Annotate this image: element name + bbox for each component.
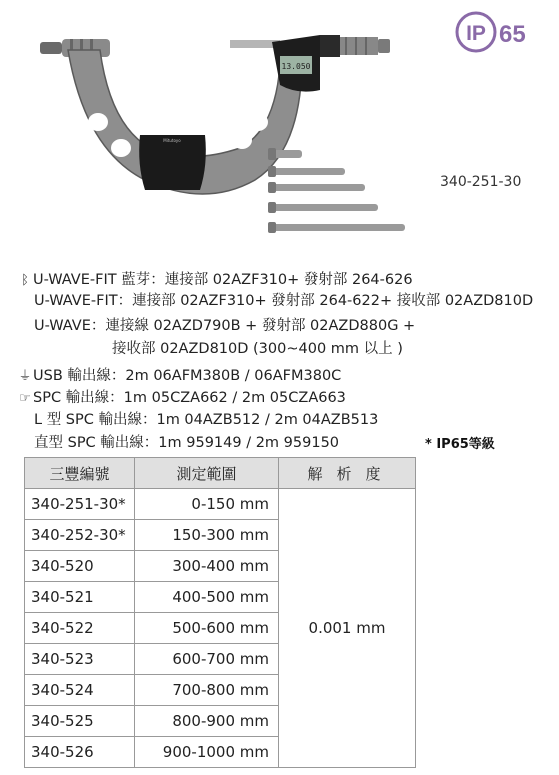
uwave-fit-line: U-WAVE-FIT：連接部 02AZF310+ 發射部 264-622+ 接收部 02AZD810D	[34, 293, 534, 309]
measuring-range: 300-400 mm	[135, 551, 279, 582]
table-row	[25, 489, 416, 520]
ip-label: IP	[466, 22, 486, 45]
measuring-range: 400-500 mm	[135, 582, 279, 613]
model-code: 340-525	[25, 706, 135, 737]
usb-line	[17, 366, 341, 387]
header-range: 測定範圍	[135, 458, 279, 489]
micrometer-image	[40, 30, 420, 240]
model-code: 340-526	[25, 737, 135, 768]
model-caption: 340-251-30	[440, 174, 522, 190]
model-code: 340-251-30*	[25, 489, 135, 520]
resolution-value: 0.001 mm	[279, 489, 416, 768]
spec-table	[24, 457, 416, 768]
model-code: 340-522	[25, 613, 135, 644]
svg-text:Mitutoyo: Mitutoyo	[163, 138, 181, 143]
hand-cable-icon: ☞	[19, 391, 31, 406]
ip-rating: 65	[499, 21, 526, 48]
usb-text: USB 輸出線：2m 06AFM380B / 06AFM380C	[33, 368, 342, 384]
model-code: 340-252-30*	[25, 520, 135, 551]
measuring-range: 0-150 mm	[135, 489, 279, 520]
ip65-badge	[455, 11, 545, 53]
receiver-line: 接收部 02AZD810D (300~400 mm 以上 )	[112, 341, 403, 357]
ip65-note: * IP65等級	[425, 437, 495, 452]
bluetooth-line	[17, 270, 413, 291]
spc-line	[17, 388, 346, 409]
bluetooth-icon: ᛒ	[21, 273, 29, 288]
model-code: 340-521	[25, 582, 135, 613]
measuring-range: 900-1000 mm	[135, 737, 279, 768]
header-code: 三豐編號	[25, 458, 135, 489]
display-reading: 13.050	[281, 62, 311, 71]
spc-text: SPC 輸出線：1m 05CZA662 / 2m 05CZA663	[33, 390, 346, 406]
l-spc-line: L 型 SPC 輸出線：1m 04AZB512 / 2m 04AZB513	[34, 412, 379, 428]
uwave-line: U-WAVE：連接線 02AZD790B + 發射部 02AZD880G +	[34, 318, 416, 334]
model-code: 340-523	[25, 644, 135, 675]
measuring-range: 150-300 mm	[135, 520, 279, 551]
model-code: 340-524	[25, 675, 135, 706]
straight-spc-line: 直型 SPC 輸出線：1m 959149 / 2m 959150	[34, 435, 340, 451]
measuring-range: 500-600 mm	[135, 613, 279, 644]
measuring-range: 800-900 mm	[135, 706, 279, 737]
header-resolution: 解析度	[279, 458, 416, 489]
measuring-range: 600-700 mm	[135, 644, 279, 675]
bluetooth-text: U-WAVE-FIT 藍芽：連接部 02AZF310+ 發射部 264-626	[33, 272, 413, 288]
measuring-range: 700-800 mm	[135, 675, 279, 706]
model-code: 340-520	[25, 551, 135, 582]
usb-icon: ⏚	[18, 369, 32, 384]
